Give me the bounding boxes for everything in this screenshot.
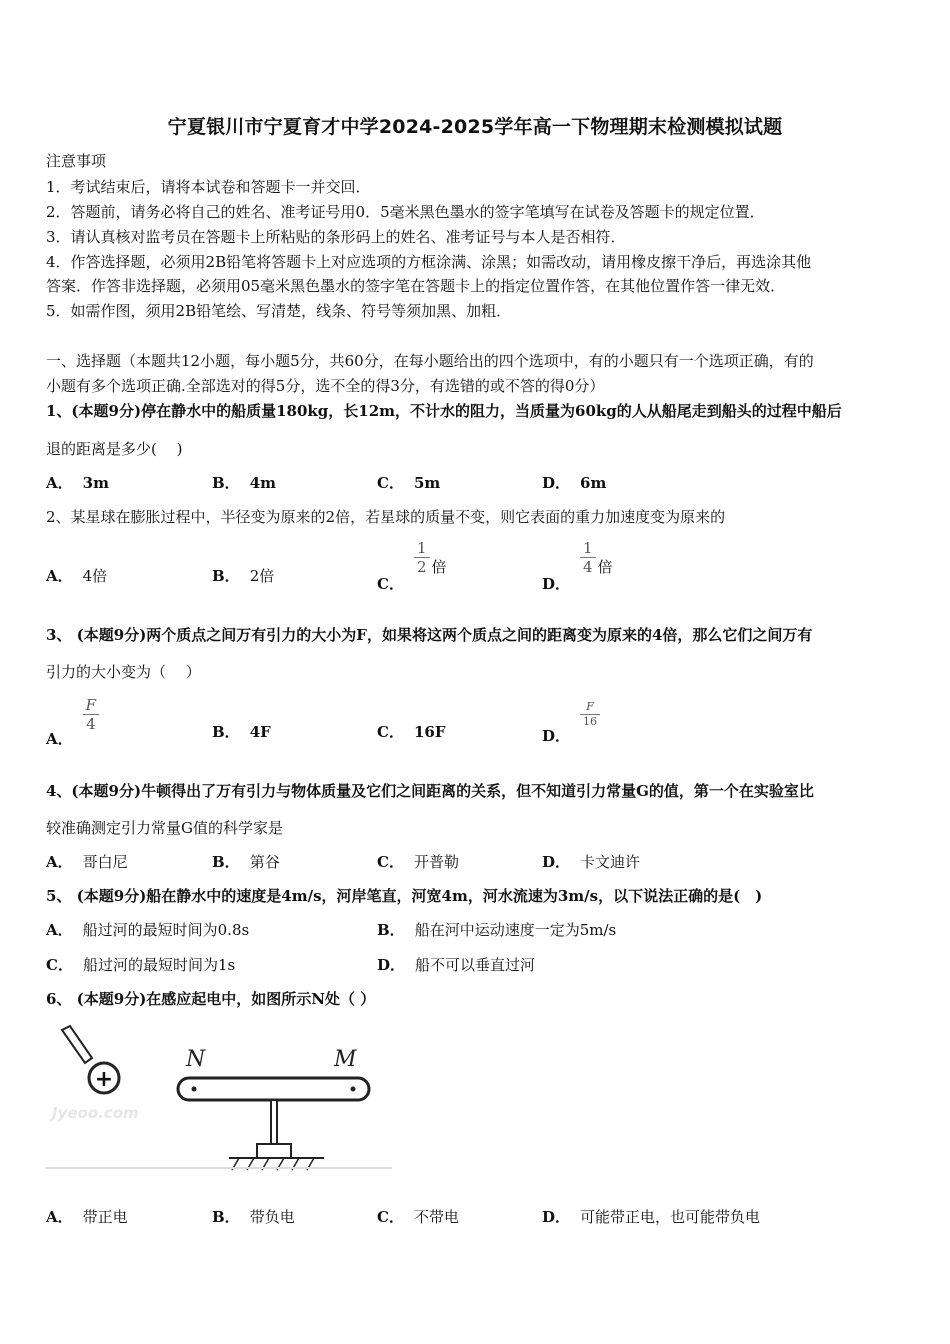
q4-option-c [377, 852, 459, 872]
q3-option-b [212, 722, 271, 742]
option-text: 船过河的最短时间为0.8s [82, 921, 250, 939]
question-6-stem: 6、 (本题9分)在感应起电中，如图所示N处（ ） [46, 990, 376, 1008]
q1-option-c [377, 473, 440, 493]
option-text: 6m [580, 474, 607, 492]
option-label: C． [46, 956, 73, 974]
q1-option-d [542, 473, 606, 493]
fraction-numerator: 1 [414, 539, 430, 558]
fraction-one-half [414, 539, 430, 576]
notice-item: 答案．作答非选择题，必须用05毫米黑色墨水的签字笔在答题卡上的指定位置作答，在其他位置作答一律无效． [46, 277, 786, 295]
option-text: 5m [413, 474, 441, 492]
option-label: C． [377, 574, 404, 593]
fraction-denominator: 2 [416, 558, 427, 576]
question-3-stem-cont: 引力的大小变为（ ） [46, 663, 201, 681]
fraction-denominator: 4 [86, 715, 96, 733]
question-2-stem: 2、某星球在膨胀过程中，半径变为原来的2倍，若星球的质量不变，则它表面的重力加速度变为原来的 [46, 508, 726, 526]
option-label: D． [542, 1208, 571, 1226]
notice-item: 3．请认真核对监考员在答题卡上所粘贴的条形码上的姓名、准考证号与本人是否相符． [46, 228, 626, 246]
option-label: A． [46, 853, 73, 871]
option-text: 4F [249, 723, 271, 741]
option-label: D． [377, 956, 406, 974]
fraction-one-quarter [580, 539, 596, 576]
question-5-stem: 5、 (本题9分)船在静水中的速度是4m/s，河岸笔直，河宽4m，河水流速为3m/s，以下说法正确的是( ) [46, 887, 763, 905]
option-text: 船过河的最短时间为1s [82, 956, 236, 974]
notice-item: 1．考试结束后，请将本试卷和答题卡一并交回． [46, 178, 371, 196]
q2-option-b [212, 566, 274, 586]
option-text: 16F [413, 723, 446, 741]
option-text: 哥白尼 [82, 853, 128, 871]
point-n [192, 1087, 197, 1092]
label-m: M [334, 1047, 357, 1072]
fraction-denominator: 16 [583, 715, 598, 728]
q6-option-d [542, 1207, 760, 1227]
q3-option-a [46, 696, 101, 748]
q1-option-b [212, 473, 276, 493]
stand-base [257, 1144, 291, 1158]
notice-heading: 注意事项 [46, 152, 107, 170]
q2-option-d [542, 539, 613, 593]
fraction-numerator: F [580, 700, 600, 715]
option-text: 4m [249, 474, 276, 492]
q4-option-b [212, 852, 280, 872]
option-label: D． [542, 853, 571, 871]
q6-option-a [46, 1207, 128, 1227]
option-text: 不带电 [413, 1208, 459, 1226]
fraction-numerator: F [83, 696, 99, 715]
point-m [351, 1087, 356, 1092]
option-label: B． [212, 1208, 240, 1226]
option-label: C． [377, 853, 404, 871]
q5-option-b [377, 920, 616, 940]
notice-item: 2．答题前，请务必将自己的姓名、准考证号用0．5毫米黑色墨水的签字笔填写在试卷及答题卡的规定位置． [46, 203, 765, 221]
q6-option-c [377, 1207, 459, 1227]
label-n: N [186, 1047, 206, 1072]
insulating-stand [271, 1100, 277, 1144]
option-label: D． [542, 474, 571, 492]
option-text: 第谷 [249, 853, 280, 871]
q4-option-d [542, 852, 640, 872]
fraction-numerator: 1 [580, 539, 596, 558]
q5-option-a [46, 920, 249, 940]
conductor-bar [178, 1078, 369, 1100]
option-label: D． [542, 574, 571, 593]
option-label: B． [212, 474, 240, 492]
exam-title: 宁夏银川市宁夏育才中学2024-2025学年高一下物理期末检测模拟试题 [167, 116, 783, 138]
option-label: A． [46, 474, 73, 492]
option-label: A． [46, 567, 73, 585]
question-3-stem: 3、 (本题9分)两个质点之间万有引力的大小为F，如果将这两个质点之间的距离变为原来的4倍，那么它们之间万有 [46, 626, 813, 644]
option-label: A． [46, 729, 73, 748]
option-text: 带正电 [82, 1208, 128, 1226]
q2-option-a [46, 566, 107, 586]
option-text: 可能带正电，也可能带负电 [580, 1208, 761, 1226]
q1-option-a [46, 473, 109, 493]
option-text: 卡文迪许 [580, 853, 641, 871]
option-text: 船不可以垂直过河 [415, 956, 536, 974]
option-label: D． [542, 726, 571, 745]
plus-sign: + [94, 1067, 114, 1092]
question-1-stem: 1、(本题9分)停在静水中的船质量180kg，长12m，不计水的阻力，当质量为60kg的人从船尾走到船头的过程中船后 [46, 402, 842, 420]
question-1-stem-cont: 退的距离是多少( ) [46, 440, 183, 458]
q3-option-d [542, 700, 602, 745]
option-text: 开普勒 [413, 853, 459, 871]
q2-option-c [377, 539, 447, 593]
q5-option-c [46, 955, 235, 975]
option-label: C． [377, 474, 404, 492]
option-text: 3m [82, 474, 109, 492]
charged-rod [62, 1026, 92, 1063]
option-text: 4倍 [82, 567, 108, 585]
option-text: 倍 [431, 557, 447, 576]
option-text: 2倍 [249, 567, 275, 585]
option-text: 带负电 [249, 1208, 295, 1226]
induction-figure [44, 1020, 394, 1172]
option-label: B． [212, 723, 240, 741]
question-4-stem: 4、(本题9分)牛顿得出了万有引力与物体质量及它们之间距离的关系，但不知道引力常量G的值，第一个在实验室比 [46, 782, 814, 800]
section-heading-cont: 小题有多个选项正确.全部选对的得5分，选不全的得3分，有选错的或不答的得0分） [46, 377, 605, 395]
option-label: B． [212, 567, 240, 585]
option-text: 倍 [597, 557, 613, 576]
q5-option-d [377, 955, 535, 975]
option-label: A． [46, 1208, 73, 1226]
q6-option-b [212, 1207, 295, 1227]
notice-item: 5．如需作图，须用2B铅笔绘、写清楚，线条、符号等须加黑、加粗． [46, 302, 512, 320]
option-label: B． [212, 853, 240, 871]
section-heading: 一、选择题（本题共12小题，每小题5分，共60分，在每小题给出的四个选项中，有的小题只有一个选项正确，有的 [46, 352, 814, 370]
q4-option-a [46, 852, 128, 872]
option-label: B． [377, 921, 405, 939]
fraction-denominator: 4 [583, 558, 593, 576]
option-label: C． [377, 723, 404, 741]
fraction-f-over-16 [580, 700, 600, 729]
q3-option-c [377, 722, 445, 742]
option-label: A． [46, 921, 73, 939]
option-label: C． [377, 1208, 404, 1226]
option-text: 船在河中运动速度一定为5m/s [414, 921, 617, 939]
fraction-f-over-4 [83, 696, 99, 733]
figure-watermark: Jyeoo.com [52, 1104, 139, 1122]
question-4-stem-cont: 较准确测定引力常量G值的科学家是 [46, 819, 283, 837]
notice-item: 4．作答选择题，必须用2B铅笔将答题卡上对应选项的方框涂满、涂黑；如需改动，请用橡皮擦干净后，再选涂其他 [46, 253, 812, 271]
